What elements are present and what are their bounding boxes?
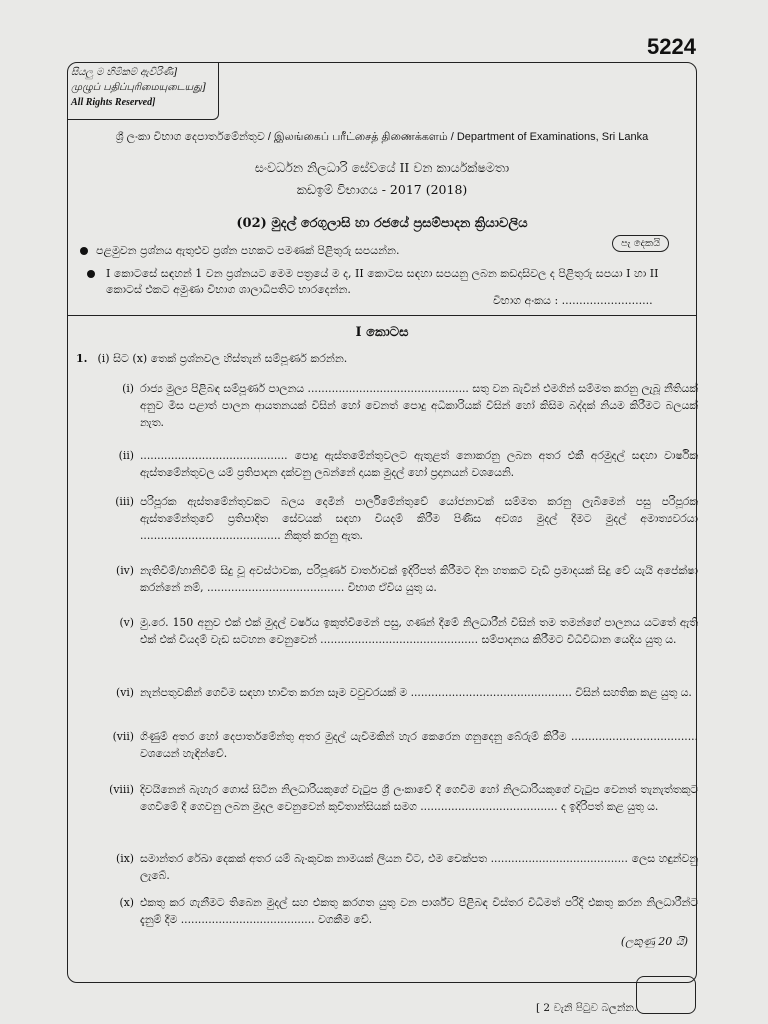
- item-text: පරිපූරක ඇස්තමේන්තුවකට බලය දෙමින් පාර්ලිමේන්තුවේ යෝජනාවක් සම්මත කරනු ලැබීමෙන් පසු පරිපූරක ඇස්තමේන්තුවේ ප්‍රතිපාදිත සේවයක් සඳහා වියදම් කිරීම පිණිස අවශ්‍ය මුදල් දීමට මුදල් අමාත්‍යවරයා ......................................... නිකුත් කරනු ඇත.: [140, 495, 698, 542]
- question-text: (i) සිට (x) තෙක් ප්‍රශ්නවල හිස්තැන් සම්පූර්ණ කරන්න.: [97, 352, 348, 365]
- item-number: (v): [119, 616, 134, 629]
- item-text: මු.රෙ. 150 අනුව එක් එක් මුදල් වර්ෂය ඉකුත්වීමෙන් පසු, ගණන් දීමේ නිලධාරීන් විසින් තම තමන්ගේ පාලනය යටතේ ඇති එක් එක් වියදම් වැඩ සටහන වෙනුවෙන් .............................................. සම්පාදනය කිරීමට විධිවිධාන යෙදිය යුතු ය.: [140, 616, 698, 646]
- exam-title-line1: සංවර්ධන නිලධාරි සේවයේ II වන කාර්යක්ෂමතා: [254, 160, 510, 175]
- marks-label: (ලකුණු 20 යි): [620, 935, 688, 948]
- duration-badge: පැ දෙකයි: [612, 235, 669, 252]
- paper-title: (02) මුදල් රෙගුලාසි හා රජයේ ප්‍රසම්පාදන ක්‍රියාවලිය: [236, 216, 528, 231]
- paper-number: 5224: [647, 34, 696, 59]
- item-text: ........................................... පොදු ඇස්තමේන්තුවලට ඇතුළත් නොකරනු ලබන අතර එකී අරමුදල් සඳහා වාර්ෂික ඇස්තමේන්තුවල යම් ප්‍රතිපාදන දක්වනු ලබන්නේ දායක මුදල් හෝ ප්‍රදානයන් වශයෙනි.: [140, 449, 698, 479]
- instruction-1: [80, 243, 690, 259]
- instruction-text: පළමුවන ප්‍රශ්නය ඇතුළුව ප්‍රශ්න පහකට පමණක් පිළිතුරු සපයන්න.: [96, 244, 400, 257]
- department-line: ශ්‍රී ලංකා විභාග දෙපාර්තමේන්තුව / இலங்கைப் பரீட்சைத் திணைக்களம் / Department of Examinations, Sri Lanka: [115, 131, 649, 143]
- rights-line-english: All Rights Reserved]: [71, 97, 156, 108]
- part-title: I කොටස: [355, 325, 409, 340]
- question-heading: [76, 352, 347, 366]
- rights-line-tamil: முழுப் பதிப்புரிமையுடையது]: [71, 82, 206, 93]
- item-text: නැතිවීම්/හානිවීම් සිදු වූ අවස්ථාවක, පරිපූර්ණ වාර්තාවක් ඉදිරිපත් කිරීමට දින හතකට වැඩි ප්‍රමාදයක් සිදු වේ යැයි අපේක්ෂා කරන්නේ නම්, ........................................ විභාග ඒවිය යුතු ය.: [140, 564, 698, 594]
- item-number: (vii): [112, 730, 134, 743]
- item-text: එකතු කර ගැනීමට තිබෙන මුදල් සහ එකතු කරගත යුතු වන පාර්ශ්ව පිළිබඳ විස්තර විධිමත් පරිදි එකතු කරන නිලධාරීන්ට දැනුම් දීම ....................................... වගකීම වේ.: [140, 896, 698, 926]
- item-number: (viii): [109, 783, 134, 796]
- item-number: (i): [122, 382, 134, 395]
- item-number: (iv): [116, 564, 134, 577]
- item-number: (x): [119, 896, 134, 909]
- item-number: (iii): [115, 495, 134, 508]
- rights-line-sinhala: සියලු ම හිමිකම් ඇවිරිණි]: [71, 67, 178, 78]
- exam-title-line2: කඩඉම් විභාගය - 2017 (2018): [296, 182, 468, 197]
- item-text: රාජ්‍ය මුල්‍ය පිළිබඳ සම්පූර්ණ පාලනය ............................................... සතු වන බැවින් එමගින් සම්මත කරනු ලැබූ නීතියක් අනුව මිස පළාත් පාලන ආයතනයක් විසින් හෝ වෙනත් පොදු අධිකාරියක් විසින් හෝ කිසිම බද්දක් නියම කිරීමට බලයක් නැත.: [140, 382, 698, 429]
- exam-title: [67, 157, 697, 201]
- question-number: 1.: [76, 352, 88, 365]
- bullet-icon: [80, 247, 88, 255]
- item-number: (vi): [116, 686, 134, 699]
- marks-box: [636, 976, 696, 1014]
- item-text: දිවයිනෙන් බැහැර ගොස් සිටින නිලධාරියකුගේ වැටුප ශ්‍රී ලංකාවේ දී ගෙවීම හෝ නිලධාරියකුගේ වැටුප වෙනත් තැනැත්තකුට ගෙවීමේ දී ගෙවනු ලබන මුදල වෙනුවෙන් කුවිතාන්සියක් සමග ........................................ ද ඉදිරිපත් කළ යුතු ය.: [140, 783, 698, 813]
- rights-box: [67, 62, 219, 120]
- section-divider: [67, 315, 697, 316]
- turn-page-note: [ 2 වැනි පිටුව බලන්න.: [536, 1002, 638, 1014]
- item-text: නැන්පතුවකින් ගෙවීම සඳහා භාවිත කරන සෑම වවුචරයක් ම ............................................... විසින් සහතික කළ යුතු ය.: [140, 686, 692, 699]
- index-number-field: විභාග අංකය : ..........................: [493, 294, 653, 307]
- item-text: සමාන්තර රේඛා දෙකක් අතර යම් බැංකුවක නාමයක් ලියන විට, එම චෙක්පත ........................................ ලෙස හඳුන්වනු ලැබේ.: [140, 852, 698, 882]
- instruction-text: I කොටසේ සඳහන් 1 වන ප්‍රශ්නයට මෙම පත්‍රයේ ම ද, II කොටස සඳහා සපයනු ලබන කඩදාසිවල ද පිළිතුරු සපයා I හා II කොටස් එකට අමුණා විභාග ශාලාධිපතිට භාරදෙන්න.: [106, 267, 659, 296]
- bullet-icon: [87, 270, 95, 278]
- item-number: (ii): [118, 449, 134, 462]
- item-number: (ix): [116, 852, 134, 865]
- item-text: ගිණුම් අතර හෝ දෙපාර්තමේන්තු අතර මුදල් යැවීමකින් හැර කෙරෙන ගනුදෙනු බේරුම් කිරීම ..................................... වශයෙන් හැඳින්වේ.: [140, 730, 698, 760]
